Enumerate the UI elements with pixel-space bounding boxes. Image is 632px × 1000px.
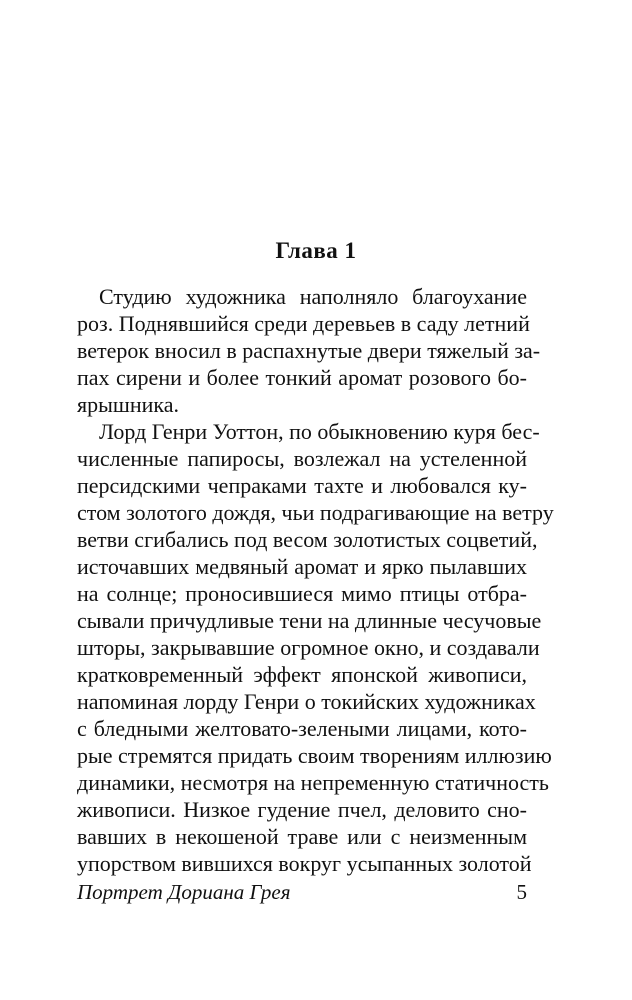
text-line: живописи. Низкое гудение пчел, деловито сно- xyxy=(77,797,527,822)
text-line: численные папиросы, возлежал на устеленной xyxy=(77,446,527,471)
text-line: напоминая лорду Генри о токийских художниках xyxy=(77,689,536,714)
body-text xyxy=(77,283,554,877)
text-line: кратковременный эффект японской живописи, xyxy=(77,662,527,687)
text-line: пах сирени и более тонкий аромат розового бо- xyxy=(77,365,527,390)
text-line: ветерок вносил в распахнутые двери тяжелый за- xyxy=(77,338,541,363)
text-line: вавших в некошеной траве или с неизменным xyxy=(77,824,527,849)
text-line: персидскими чепраками тахте и любовался ку- xyxy=(77,473,527,498)
text-line: на солнце; проносившиеся мимо птицы отбра- xyxy=(77,581,527,606)
text-line: Студию художника наполняло благоухание xyxy=(99,284,527,309)
text-line: Лорд Генри Уоттон, по обыкновению куря бес- xyxy=(99,419,540,444)
page-number: 5 xyxy=(516,880,527,904)
text-line: шторы, закрывавшие огромное окно, и создавали xyxy=(77,635,540,660)
text-line: ветви сгибались под весом золотистых соцветий, xyxy=(77,527,538,552)
text-line: ярышника. xyxy=(77,392,180,417)
running-footer-title: Портрет Дориана Грея xyxy=(77,880,291,904)
text-line: рые стремятся придать своим творениям иллюзию xyxy=(77,743,552,768)
text-line: сывали причудливые тени на длинные чесучовые xyxy=(77,608,542,633)
text-line: роз. Поднявшийся среди деревьев в саду летний xyxy=(77,311,530,336)
text-line: источавших медвяный аромат и ярко пылавших xyxy=(77,554,527,579)
text-line: динамики, несмотря на непременную статичность xyxy=(77,770,549,795)
text-line: упорством вившихся вокруг усыпанных золотой xyxy=(77,851,532,876)
text-line: с бледными желтовато-зелеными лицами, кото- xyxy=(77,716,527,741)
text-line: стом золотого дождя, чьи подрагивающие на ветру xyxy=(77,500,554,525)
chapter-title: Глава 1 xyxy=(275,238,357,263)
